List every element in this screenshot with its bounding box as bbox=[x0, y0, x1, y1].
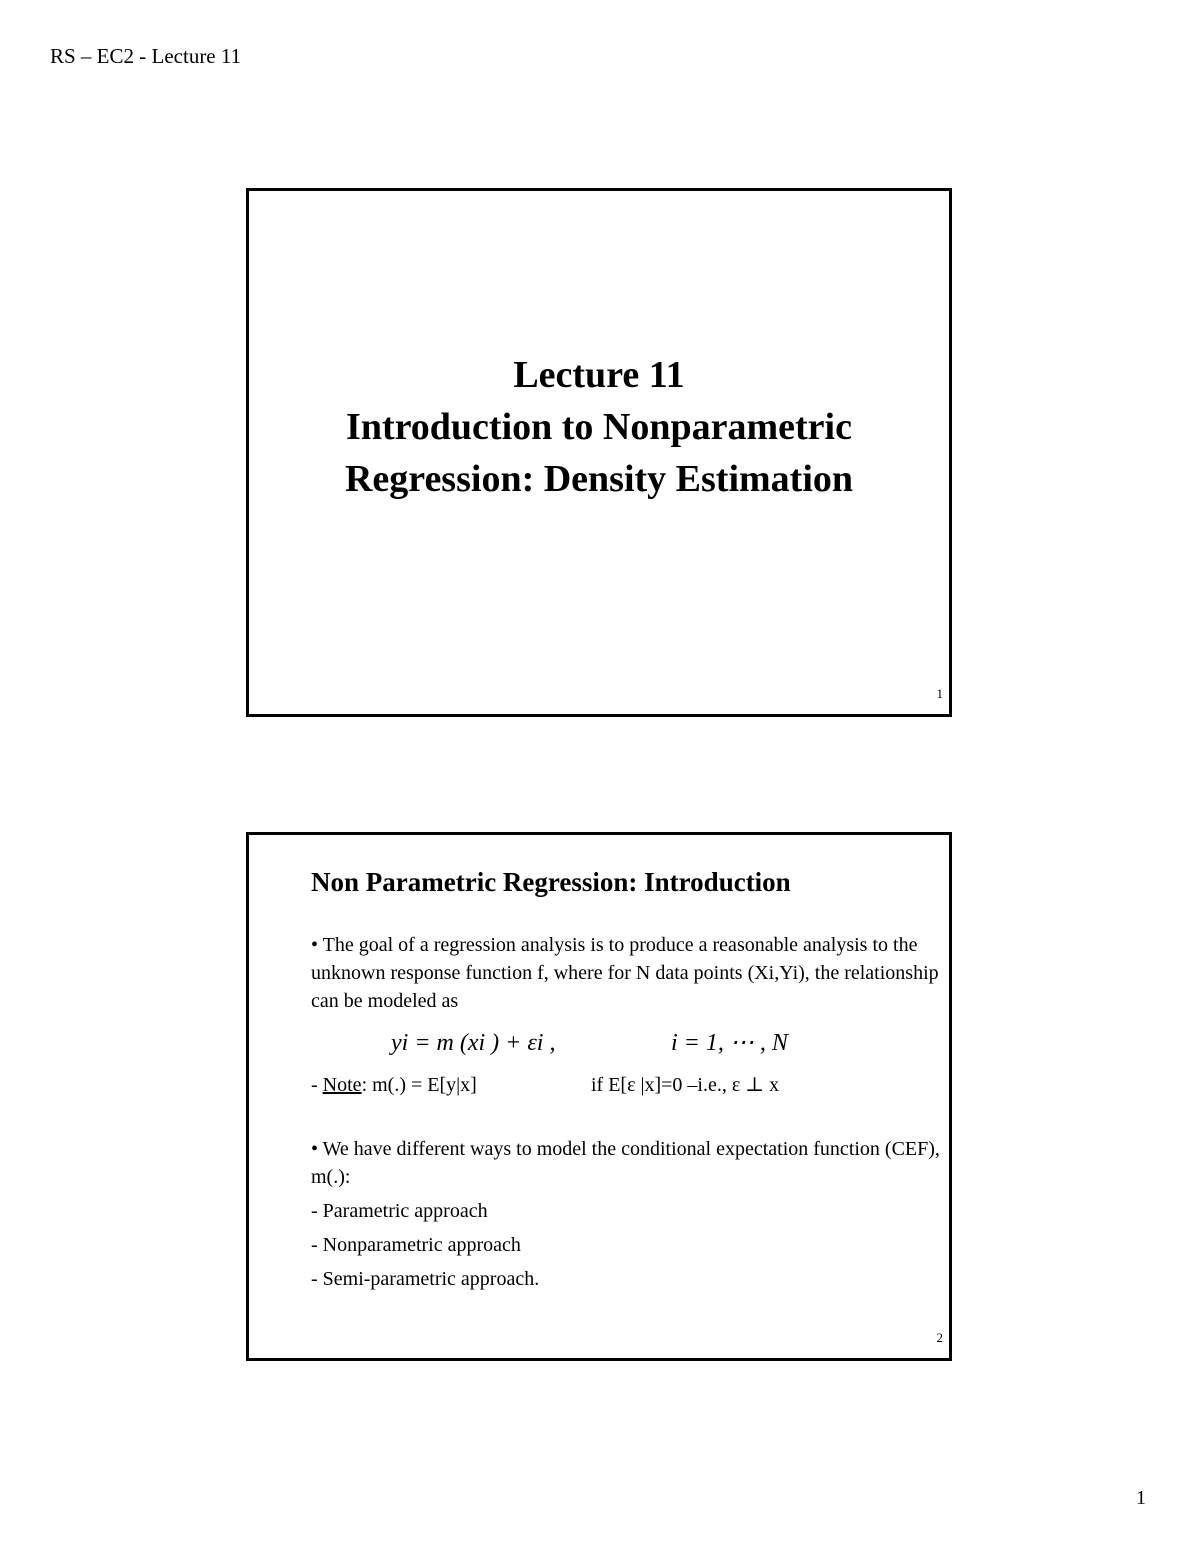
page-number: 1 bbox=[1136, 1487, 1146, 1509]
note-text: : m(.) = E[y|x] bbox=[361, 1074, 477, 1096]
note-definition bbox=[311, 1071, 591, 1099]
title-line-2: Introduction to Nonparametric bbox=[346, 406, 852, 448]
note-label: Note bbox=[322, 1074, 362, 1096]
list-item: - Nonparametric approach bbox=[311, 1234, 521, 1256]
slide-1-title bbox=[249, 349, 949, 505]
slide-1 bbox=[246, 188, 952, 717]
slide-2 bbox=[246, 832, 952, 1361]
slide-2-body bbox=[311, 931, 943, 1293]
list-item: - Parametric approach bbox=[311, 1200, 488, 1222]
page-header: RS – EC2 - Lecture 11 bbox=[50, 44, 242, 68]
regression-equation bbox=[311, 1029, 943, 1057]
note-condition: if E[ε |x]=0 –i.e., ε ⊥ x bbox=[591, 1074, 780, 1096]
slide-1-number: 1 bbox=[936, 686, 943, 701]
note-line bbox=[311, 1071, 943, 1099]
title-line-3: Regression: Density Estimation bbox=[344, 458, 854, 500]
slide-2-number: 2 bbox=[936, 1330, 943, 1345]
note-prefix: - bbox=[311, 1074, 323, 1096]
paragraph-cef: • We have different ways to model the conditional expectation function (CEF), m(.): bbox=[311, 1138, 940, 1188]
title-line-1: Lecture 11 bbox=[513, 354, 685, 396]
list-item: - Semi-parametric approach. bbox=[311, 1268, 540, 1290]
slide-2-title: Non Parametric Regression: Introduction bbox=[311, 867, 791, 897]
equation-index: i = 1, ⋯ , N bbox=[671, 1030, 788, 1056]
equation-model: yi = m (xi ) + εi , bbox=[391, 1030, 556, 1056]
paragraph-goal: • The goal of a regression analysis is to produce a reasonable analysis to the unknown response function f, where for N data points (Xi,Yi), the relationship can be modeled as bbox=[311, 934, 939, 1012]
